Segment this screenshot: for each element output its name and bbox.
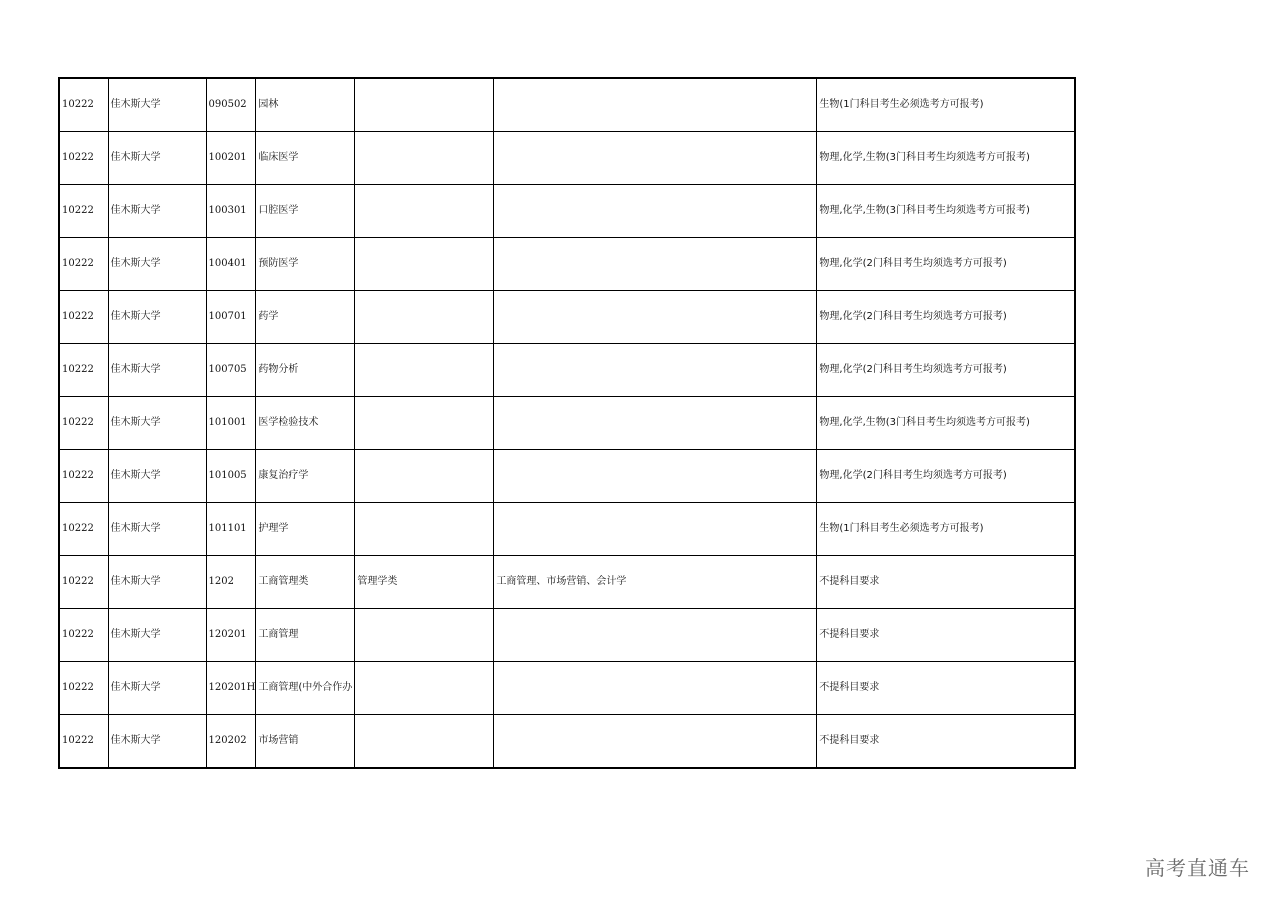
school-name-cell: 佳木斯大学 xyxy=(108,185,206,238)
included-majors-cell xyxy=(494,662,817,715)
major-code-cell: 100201 xyxy=(206,132,256,185)
included-majors-cell xyxy=(494,397,817,450)
included-majors-cell xyxy=(494,609,817,662)
category-cell xyxy=(355,78,494,132)
subject-requirement-cell: 不提科目要求 xyxy=(817,556,1075,609)
major-code-cell: 101005 xyxy=(206,450,256,503)
table-row xyxy=(59,450,1075,503)
table-row xyxy=(59,503,1075,556)
table-row xyxy=(59,132,1075,185)
major-name-cell: 药学 xyxy=(256,291,355,344)
school-name-cell: 佳木斯大学 xyxy=(108,397,206,450)
major-name-cell: 预防医学 xyxy=(256,238,355,291)
school-code-cell: 10222 xyxy=(59,238,108,291)
school-code-cell: 10222 xyxy=(59,185,108,238)
category-cell xyxy=(355,132,494,185)
included-majors-cell xyxy=(494,78,817,132)
subject-requirement-cell: 物理,化学(2门科目考生均须选考方可报考) xyxy=(817,344,1075,397)
subject-requirement-cell: 物理,化学,生物(3门科目考生均须选考方可报考) xyxy=(817,185,1075,238)
major-code-cell: 100701 xyxy=(206,291,256,344)
category-cell: 管理学类 xyxy=(355,556,494,609)
school-name-cell: 佳木斯大学 xyxy=(108,132,206,185)
watermark-text: 高考直通车 xyxy=(1145,856,1250,880)
table-row xyxy=(59,556,1075,609)
school-code-cell: 10222 xyxy=(59,556,108,609)
included-majors-cell xyxy=(494,503,817,556)
category-cell xyxy=(355,344,494,397)
table-row xyxy=(59,78,1075,132)
included-majors-cell: 工商管理、市场营销、会计学 xyxy=(494,556,817,609)
included-majors-cell xyxy=(494,450,817,503)
major-name-cell: 康复治疗学 xyxy=(256,450,355,503)
subject-requirement-cell: 物理,化学(2门科目考生均须选考方可报考) xyxy=(817,291,1075,344)
major-name-cell: 口腔医学 xyxy=(256,185,355,238)
school-code-cell: 10222 xyxy=(59,132,108,185)
subject-requirement-cell: 物理,化学(2门科目考生均须选考方可报考) xyxy=(817,450,1075,503)
included-majors-cell xyxy=(494,715,817,769)
subject-requirement-cell: 不提科目要求 xyxy=(817,609,1075,662)
category-cell xyxy=(355,609,494,662)
major-name-cell: 园林 xyxy=(256,78,355,132)
school-code-cell: 10222 xyxy=(59,715,108,769)
school-name-cell: 佳木斯大学 xyxy=(108,450,206,503)
table-row xyxy=(59,609,1075,662)
table-row xyxy=(59,344,1075,397)
included-majors-cell xyxy=(494,185,817,238)
category-cell xyxy=(355,185,494,238)
school-name-cell: 佳木斯大学 xyxy=(108,291,206,344)
major-code-cell: 100401 xyxy=(206,238,256,291)
subject-requirements-table xyxy=(58,77,1076,769)
school-name-cell: 佳木斯大学 xyxy=(108,662,206,715)
category-cell xyxy=(355,715,494,769)
subject-requirement-cell: 物理,化学,生物(3门科目考生均须选考方可报考) xyxy=(817,132,1075,185)
school-name-cell: 佳木斯大学 xyxy=(108,238,206,291)
category-cell xyxy=(355,662,494,715)
category-cell xyxy=(355,291,494,344)
subject-requirement-cell: 生物(1门科目考生必须选考方可报考) xyxy=(817,78,1075,132)
category-cell xyxy=(355,503,494,556)
included-majors-cell xyxy=(494,132,817,185)
school-code-cell: 10222 xyxy=(59,503,108,556)
category-cell xyxy=(355,450,494,503)
major-name-cell: 工商管理(中外合作办 xyxy=(256,662,355,715)
subject-requirement-cell: 物理,化学(2门科目考生均须选考方可报考) xyxy=(817,238,1075,291)
major-code-cell: 101101 xyxy=(206,503,256,556)
table-row xyxy=(59,238,1075,291)
major-code-cell: 090502 xyxy=(206,78,256,132)
school-code-cell: 10222 xyxy=(59,78,108,132)
school-name-cell: 佳木斯大学 xyxy=(108,609,206,662)
subject-requirement-cell: 生物(1门科目考生必须选考方可报考) xyxy=(817,503,1075,556)
table-row xyxy=(59,291,1075,344)
major-code-cell: 100705 xyxy=(206,344,256,397)
table-body xyxy=(59,78,1075,768)
included-majors-cell xyxy=(494,344,817,397)
school-name-cell: 佳木斯大学 xyxy=(108,715,206,769)
major-code-cell: 1202 xyxy=(206,556,256,609)
table-row xyxy=(59,662,1075,715)
major-name-cell: 医学检验技术 xyxy=(256,397,355,450)
subject-requirement-cell: 不提科目要求 xyxy=(817,662,1075,715)
major-code-cell: 100301 xyxy=(206,185,256,238)
major-code-cell: 120202 xyxy=(206,715,256,769)
subject-requirement-cell: 不提科目要求 xyxy=(817,715,1075,769)
school-code-cell: 10222 xyxy=(59,450,108,503)
school-name-cell: 佳木斯大学 xyxy=(108,556,206,609)
table-row xyxy=(59,397,1075,450)
major-code-cell: 120201H xyxy=(206,662,256,715)
school-code-cell: 10222 xyxy=(59,609,108,662)
major-name-cell: 药物分析 xyxy=(256,344,355,397)
major-name-cell: 工商管理 xyxy=(256,609,355,662)
major-name-cell: 护理学 xyxy=(256,503,355,556)
major-name-cell: 市场营销 xyxy=(256,715,355,769)
category-cell xyxy=(355,238,494,291)
school-name-cell: 佳木斯大学 xyxy=(108,78,206,132)
school-name-cell: 佳木斯大学 xyxy=(108,344,206,397)
school-code-cell: 10222 xyxy=(59,662,108,715)
subject-requirement-cell: 物理,化学,生物(3门科目考生均须选考方可报考) xyxy=(817,397,1075,450)
major-name-cell: 临床医学 xyxy=(256,132,355,185)
table-row xyxy=(59,715,1075,769)
school-name-cell: 佳木斯大学 xyxy=(108,503,206,556)
school-code-cell: 10222 xyxy=(59,291,108,344)
school-code-cell: 10222 xyxy=(59,344,108,397)
table-row xyxy=(59,185,1075,238)
major-code-cell: 101001 xyxy=(206,397,256,450)
included-majors-cell xyxy=(494,238,817,291)
included-majors-cell xyxy=(494,291,817,344)
major-code-cell: 120201 xyxy=(206,609,256,662)
major-name-cell: 工商管理类 xyxy=(256,556,355,609)
category-cell xyxy=(355,397,494,450)
school-code-cell: 10222 xyxy=(59,397,108,450)
